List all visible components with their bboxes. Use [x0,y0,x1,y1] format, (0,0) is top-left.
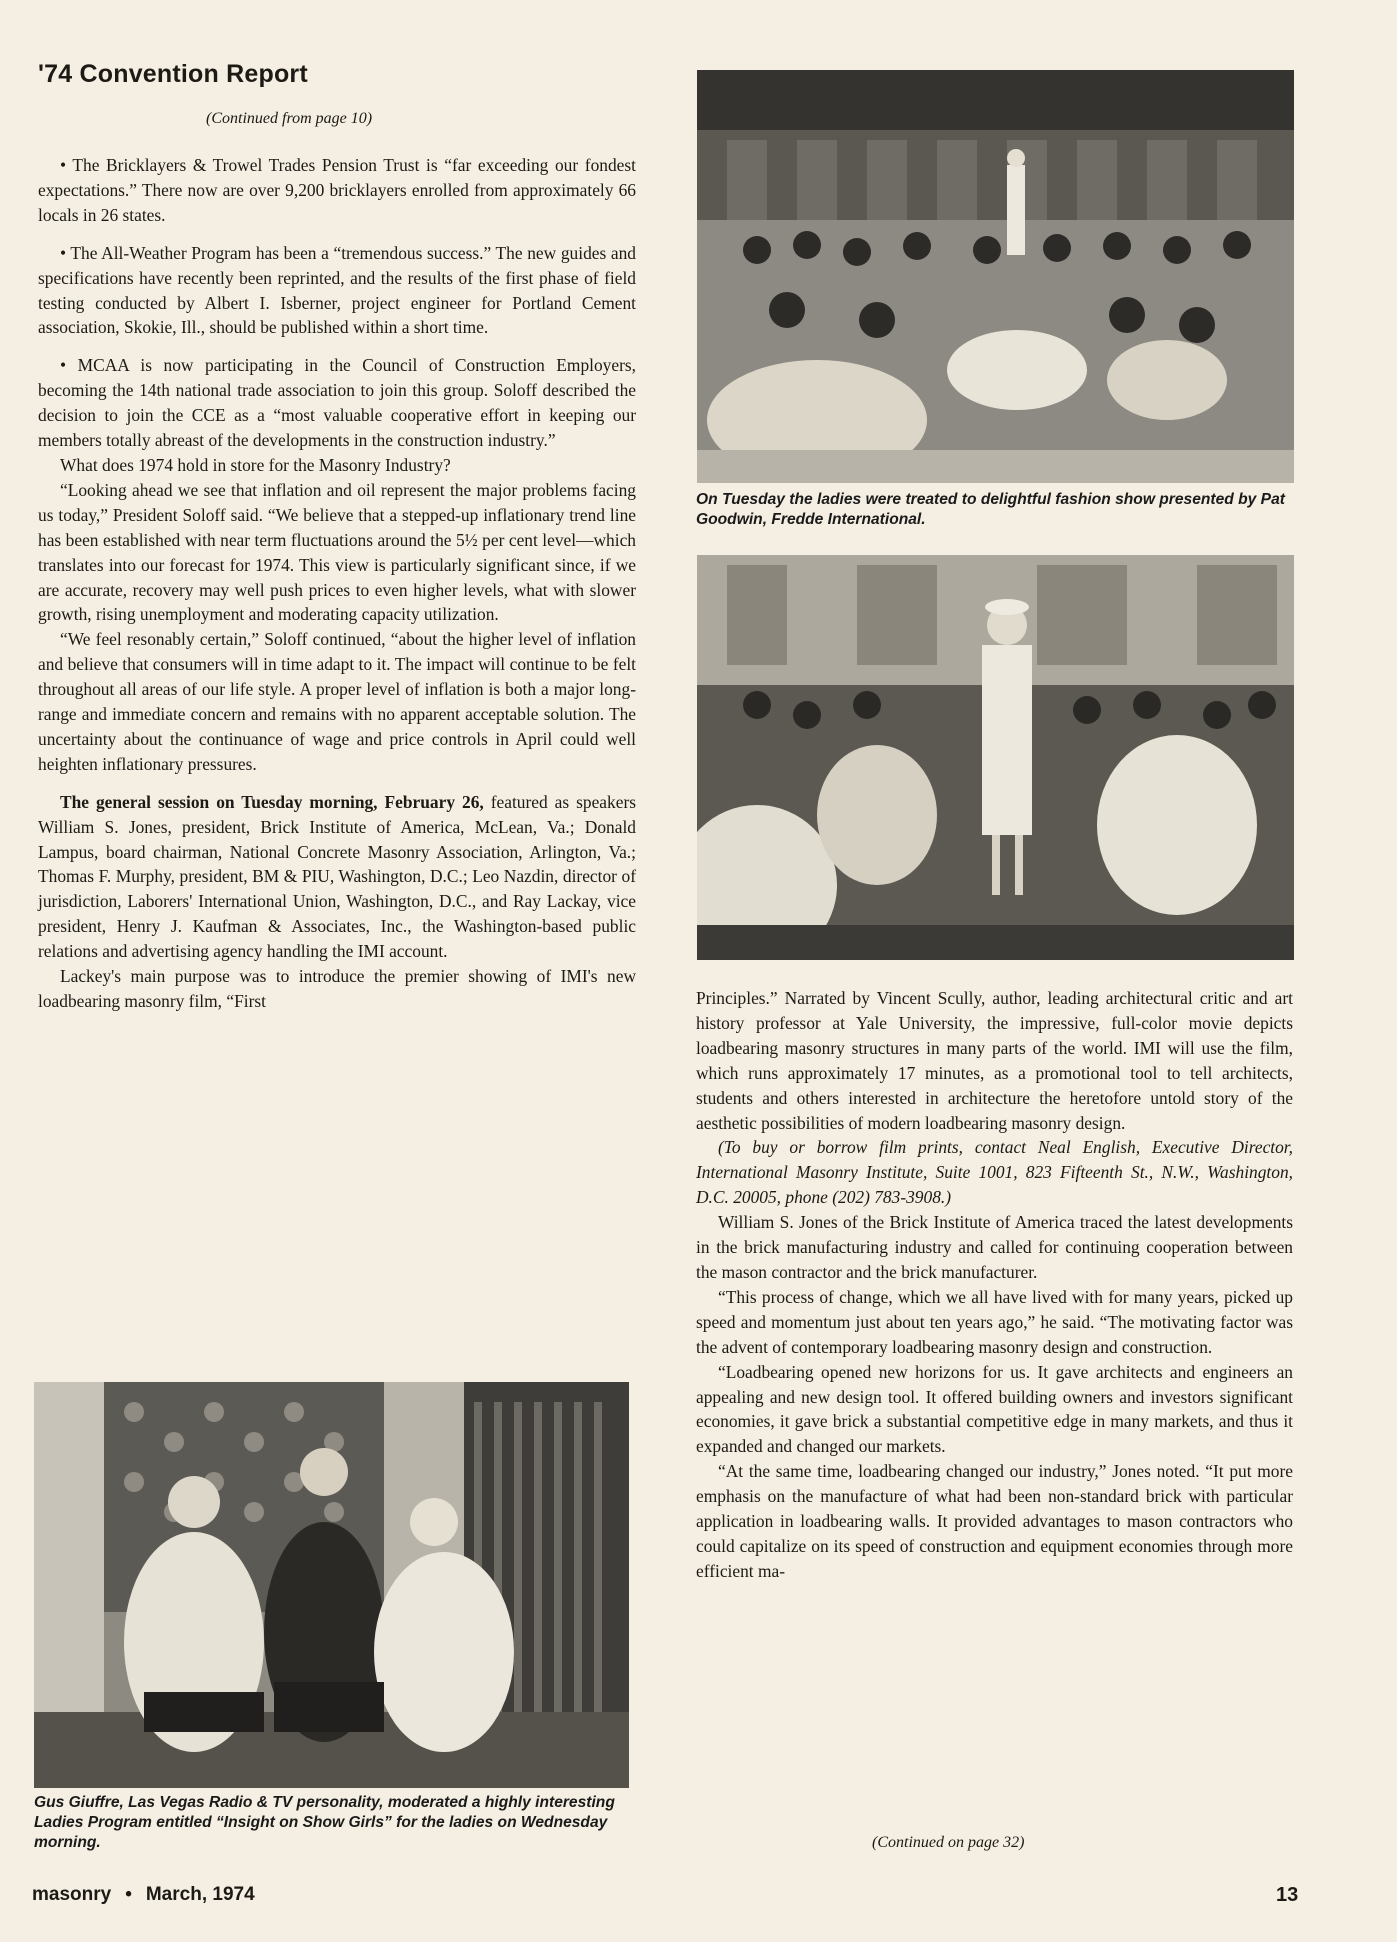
fashion-show-model-photo [697,555,1294,960]
paragraph-body: featured as speakers William S. Jones, president, Brick Institute of America, McLean, Va.; Donald Lampus, board chairman, National Concrete Masonry Association, Arlington, Va.; Thomas F. Murphy, president, BM & PIU, Washington, D.C.; Leo Nazdin, director of jurisdiction, Laborers' International Union, Washington, D.C., and Ray Lackay, vice president, Henry J. Kaufman & Associates, Inc., the Washington-based public relations and advertising agency handling the IMI account. [38,791,636,962]
panel-photo-image [34,1382,629,1788]
paragraph: Principles.” Narrated by Vincent Scully, author, leading architectural critic and art history professor at Yale University, the impressive, full-color movie depicts loadbearing masonry structures in many parts of the world. IMI will use the film, which runs approximately 17 minutes, as a promotional tool to tell architects, students and others interested in architecture the heretofore untold story of the aesthetic possibilities of modern loadbearing masonry design. [696,988,1293,1133]
paragraph: • The Bricklayers & Trowel Trades Pension Trust is “far exceeding our fondest expectations.” There now are over 9,200 bricklayers enrolled from approximately 66 locals in 26 states. [38,155,636,225]
fashion-show-wide-caption: On Tuesday the ladies were treated to delightful fashion show presented by Pat Goodwin, Fredde International. [696,491,1285,528]
continued-on-note: (Continued on page 32) [872,1834,1025,1851]
fashion-show-model-image [697,555,1294,960]
issue-date: March, 1974 [145,1884,255,1905]
section-title: '74 Convention Report [38,60,308,88]
panel-photo [34,1382,629,1788]
paragraph: What does 1974 hold in store for the Masonry Industry? [60,454,451,475]
paragraph: “This process of change, which we all have lived with for many years, picked up speed and momentum just about ten years ago,” he said. “The motivating factor was the advent of contemporary loadbearing masonry design and construction. [696,1286,1293,1357]
fashion-show-wide-image [697,70,1294,483]
left-column [38,153,636,1014]
bullet-separator: • [125,1884,132,1905]
right-column [696,986,1293,1584]
paragraph: (To buy or borrow film prints, contact Neal English, Executive Director, International Masonry Institute, Suite 1001, 823 Fifteenth St., N.W., Washington, D.C. 20005, phone (202) 783-3908.) [696,1137,1293,1208]
page-number: 13 [1276,1884,1299,1906]
paragraph [38,790,636,964]
paragraph: “At the same time, loadbearing changed our industry,” Jones noted. “It put more emphasis on the manufacture of what had been non-standard brick with particular application in loadbearing walls. It provided advantages to mason contractors who could capitalize on its speed of construction and equipment economies through more efficient ma- [696,1461,1293,1581]
fashion-show-wide-photo [697,70,1294,483]
paragraph: • The All-Weather Program has been a “tremendous success.” The new guides and specifications have recently been reprinted, and the results of the first phase of field testing conducted by Albert I. Isberner, project engineer for Portland Cement association, Skokie, Ill., should be published within a short time. [38,242,636,338]
paragraph: • MCAA is now participating in the Council of Construction Employers, becoming the 14th national trade association to join this group. Soloff described the decision to join the CCE as a “most valuable cooperative effort in keeping our members totally abreast of the developments in the construction industry.” [38,355,636,451]
publication-name: masonry [32,1884,112,1905]
continued-from-note: (Continued from page 10) [206,110,373,127]
paragraph: Lackey's main purpose was to introduce the premier showing of IMI's new loadbearing masonry film, “First [38,966,636,1011]
paragraph: “Looking ahead we see that inflation and oil represent the major problems facing us today,” President Soloff said. “We believe that a stepped-up inflationary trend line has been established with near term fluctuations around the 5½ per cent level—which translates into our forecast for 1974. This view is particularly significant since, if we are accurate, recovery may well push prices to even higher levels, what with slower growth, rising unemployment and moderating capacity utilization. [38,479,636,625]
paragraph: “We feel resonably certain,” Soloff continued, “about the higher level of inflation and believe that consumers will in time adapt to it. The impact will continue to be felt throughout all areas of our life style. A proper level of inflation is both a major long-range and immediate concern and remains with no apparent acceptable solution. The uncertainty about the continuance of wage and price controls in April could well heighten inflationary pressures. [38,629,636,774]
footer-publication-line [32,1884,255,1906]
paragraph: William S. Jones of the Brick Institute of America traced the latest developments in the brick manufacturing industry and called for continuing cooperation between the mason contractor and the brick manufacturer. [696,1212,1293,1282]
paragraph: “Loadbearing opened new horizons for us. It gave architects and engineers an appealing and new design tool. It offered building owners and investors significant economies, it gave brick a substantial competitive edge in many markets, and thus it expanded and changed our markets. [696,1361,1293,1457]
panel-photo-caption: Gus Giuffre, Las Vegas Radio & TV personality, moderated a highly interesting Ladies Program entitled “Insight on Show Girls” for the ladies on Wednesday morning. [34,1794,615,1851]
paragraph-lead: The general session on Tuesday morning, February 26, [60,791,484,812]
